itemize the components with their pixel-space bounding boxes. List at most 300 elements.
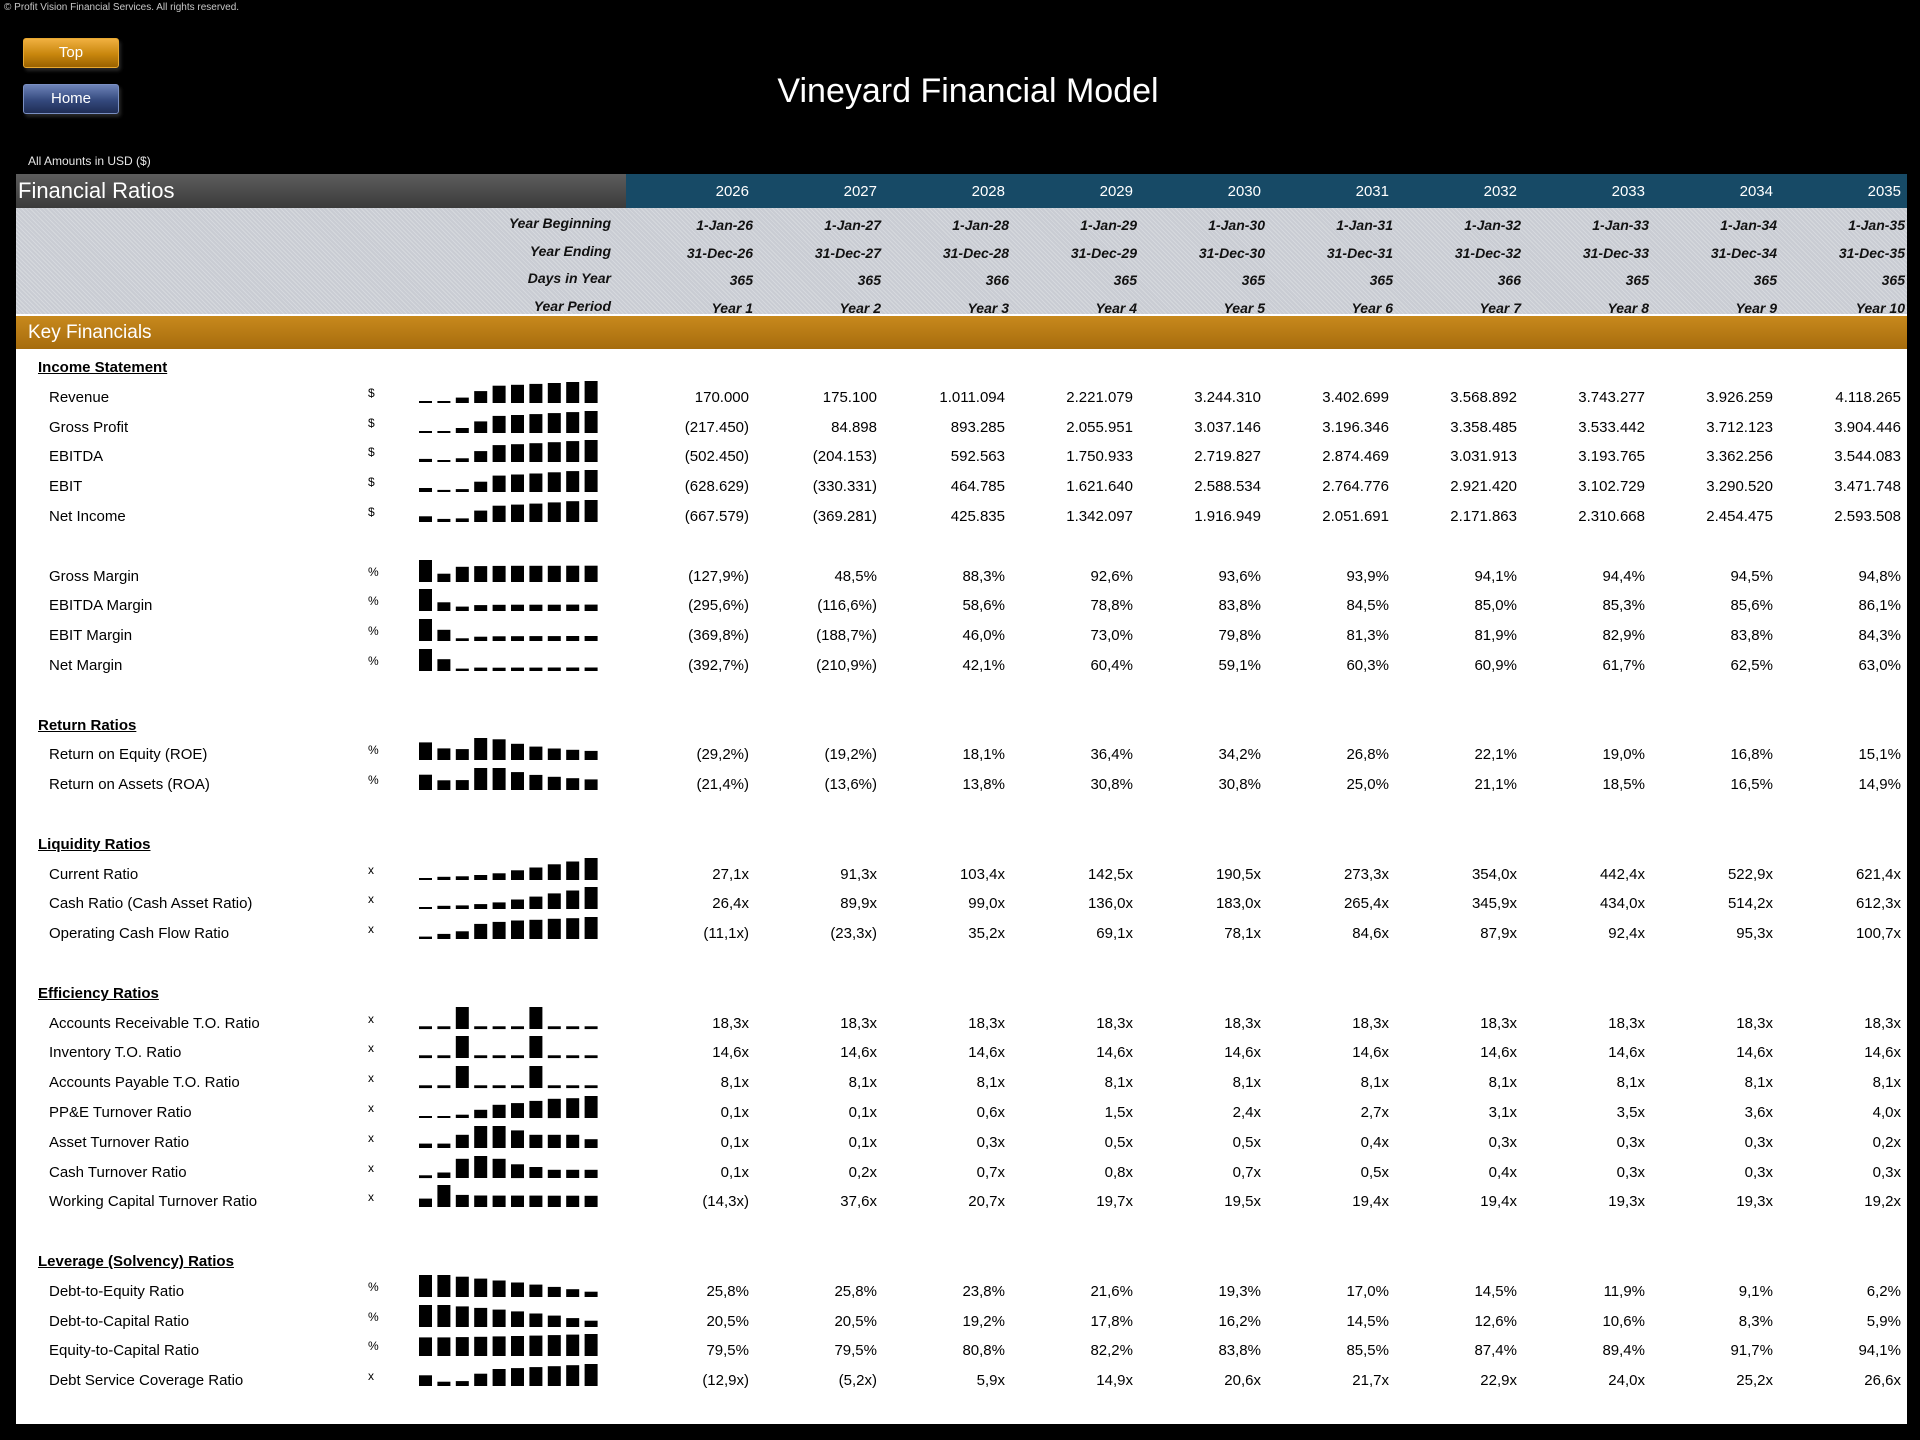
ratio-value: 1,5x: [1104, 1104, 1133, 1121]
sparkline-bar: [529, 1066, 542, 1088]
row-unit: %: [368, 1339, 379, 1354]
ratio-value: 19,4x: [1480, 1193, 1517, 1211]
sparkline-bar: [419, 560, 432, 582]
sparkline-bar: [585, 440, 598, 462]
row-label: Net Margin: [49, 657, 123, 674]
ratio-value: 0,1x: [720, 1133, 749, 1151]
ratio-value: 3,5x: [1616, 1104, 1645, 1121]
ratio-value: 3.402.699: [1322, 388, 1389, 406]
ratio-value: 10,6%: [1602, 1312, 1645, 1330]
sparkline-bar: [493, 385, 506, 402]
days-in-year-cell: 365: [1369, 272, 1393, 288]
sparkline-bar: [548, 1315, 561, 1326]
row-unit: x: [368, 1071, 374, 1086]
sparkline-bar: [474, 1337, 487, 1356]
sparkline-bar: [437, 1116, 450, 1118]
ratio-value: 91,7%: [1730, 1342, 1773, 1360]
sparkline-bar: [456, 489, 469, 492]
year-ending-cell: 31-Dec-28: [942, 244, 1009, 261]
sparkline-bar: [566, 1098, 579, 1118]
ratio-value: 0,3x: [1616, 1163, 1645, 1181]
ratio-value: 1.916.949: [1194, 508, 1261, 525]
sparkline-bar: [456, 397, 469, 402]
row-unit: x: [368, 1369, 374, 1384]
sparkline-bar: [456, 780, 469, 790]
ratio-value: 17,0%: [1346, 1282, 1389, 1300]
ratio-value: 3.362.256: [1706, 448, 1773, 466]
days-in-year-cell: 365: [1625, 272, 1649, 288]
ratio-value: 0,2x: [848, 1163, 877, 1181]
sparkline-bar: [585, 1169, 598, 1177]
sparkline-bar: [566, 1135, 579, 1148]
ratio-value: (5,2x): [838, 1372, 877, 1390]
sparkline-bar: [585, 668, 598, 672]
home-button[interactable]: Home: [23, 84, 119, 114]
ratio-value: 14,6x: [712, 1044, 749, 1062]
year-header-2033: 2033: [1611, 183, 1645, 200]
sparkline-bar: [493, 476, 506, 492]
sparkline-bar: [456, 638, 469, 641]
ratio-value: 81,9%: [1474, 627, 1517, 645]
year-header-2026: 2026: [715, 183, 749, 200]
ratio-value: 18,3x: [1864, 1014, 1901, 1032]
sparkline-bar: [548, 502, 561, 522]
ratio-value: (19,2%): [824, 746, 877, 764]
sparkline-bar: [437, 603, 450, 612]
sparkline-bar: [566, 471, 579, 492]
sparkline-bar: [493, 605, 506, 611]
sparkline-bar: [437, 1275, 450, 1297]
ratio-value: 4.118.265: [1835, 388, 1901, 406]
sparkline-bar: [511, 921, 524, 940]
sparkline-bar: [474, 1196, 487, 1208]
section-title: Income Statement: [38, 359, 168, 376]
sparkline-bar: [419, 1275, 432, 1297]
year-header-2034: 2034: [1739, 183, 1773, 200]
sparkline: [417, 498, 607, 524]
ratio-value: 522,9x: [1727, 865, 1773, 883]
year-header-2032: 2032: [1483, 183, 1517, 200]
sparkline-bar: [511, 1164, 524, 1178]
sparkline-bar: [437, 1085, 450, 1088]
ratio-value: 18,1%: [962, 746, 1005, 764]
ratio-value: 19,3x: [1608, 1193, 1645, 1211]
ratio-value: 621,4x: [1855, 865, 1901, 883]
ratio-value: 19,4x: [1352, 1193, 1389, 1211]
row-label: Equity-to-Capital Ratio: [49, 1342, 200, 1360]
ratio-value: 11,9%: [1603, 1282, 1645, 1300]
sparkline-bar: [474, 1110, 487, 1118]
ratio-value: 19,2%: [962, 1312, 1005, 1330]
sparkline-bar: [511, 385, 524, 403]
sparkline-bar: [511, 870, 524, 880]
ratio-value: 8,1x: [1872, 1074, 1901, 1092]
sparkline-bar: [529, 1284, 542, 1296]
sparkline-bar: [529, 897, 542, 909]
sparkline-bar: [548, 1056, 561, 1059]
sparkline-bar: [529, 1367, 542, 1386]
ratio-value: (116,6%): [817, 597, 877, 615]
sparkline-bar: [437, 573, 450, 581]
sparkline: [417, 1154, 607, 1180]
sparkline-bar: [456, 607, 469, 611]
row-unit: $: [368, 505, 375, 519]
ratio-value: 78,1x: [1224, 925, 1261, 943]
ratio-value: 73,0%: [1090, 627, 1133, 645]
ratio-value: 22,1%: [1474, 746, 1517, 764]
ratio-value: 94,1%: [1474, 567, 1517, 585]
sparkline-bar: [529, 605, 542, 611]
sparkline: [417, 1005, 607, 1031]
ratio-value: 25,8%: [706, 1282, 749, 1300]
ratio-value: 14,5%: [1346, 1312, 1389, 1330]
sparkline-bar: [493, 1196, 506, 1207]
row-label: Operating Cash Flow Ratio: [49, 925, 230, 943]
ratio-value: 2.588.534: [1194, 478, 1261, 496]
ratio-value: 23,8%: [962, 1282, 1005, 1300]
top-button[interactable]: Top: [23, 38, 119, 68]
sparkline-bar: [548, 443, 561, 463]
sparkline-bar: [493, 668, 506, 671]
ratio-value: 92,4x: [1608, 925, 1645, 943]
ratio-value: 8,1x: [1744, 1074, 1773, 1092]
ratio-value: 17,8%: [1090, 1312, 1133, 1330]
sparkline-bar: [585, 565, 598, 581]
sparkline-bar: [419, 589, 432, 611]
sparkline-bar: [566, 412, 579, 433]
ratio-value: 46,0%: [962, 627, 1005, 645]
sparkline-bar: [493, 768, 506, 790]
sparkline-bar: [511, 605, 524, 611]
sparkline-bar: [585, 1139, 598, 1148]
sparkline: [417, 438, 607, 464]
ratio-value: (13,6%): [824, 776, 877, 794]
row-label: Debt-to-Capital Ratio: [49, 1312, 190, 1330]
ratio-value: 175.100: [822, 388, 877, 406]
ratio-value: 60,3%: [1346, 657, 1389, 674]
sparkline-bar: [566, 891, 579, 910]
row-unit: x: [368, 892, 374, 907]
ratio-value: 18,3x: [1736, 1014, 1773, 1032]
ratio-value: 82,2%: [1090, 1342, 1133, 1360]
sparkline-bar: [511, 1085, 524, 1088]
ratio-value: 2.921.420: [1450, 478, 1517, 496]
sparkline-bar: [456, 1066, 469, 1088]
ratio-value: 26,4x: [712, 895, 749, 913]
ratio-value: 19,2x: [1864, 1193, 1901, 1211]
row-label: Inventory T.O. Ratio: [49, 1044, 182, 1062]
ratio-value: 14,5%: [1474, 1282, 1517, 1300]
sparkline-bar: [511, 1336, 524, 1356]
sparkline-bar: [529, 1101, 542, 1118]
year-period-cell: Year 7: [1479, 299, 1521, 316]
sparkline-bar: [437, 659, 450, 671]
sparkline-bar: [474, 924, 487, 939]
ratio-value: 142,5x: [1087, 865, 1133, 883]
sparkline-bar: [456, 459, 469, 463]
ratio-value: 8,1x: [720, 1074, 749, 1092]
row-unit: %: [368, 594, 379, 609]
ratio-value: 20,7x: [968, 1193, 1005, 1211]
sparkline-bar: [474, 1374, 487, 1386]
sparkline-bar: [437, 401, 450, 403]
sparkline-bar: [566, 861, 579, 880]
ratio-value: (330.331): [812, 478, 877, 496]
sparkline-bar: [419, 431, 432, 433]
ratio-value: 14,6x: [1480, 1044, 1517, 1062]
ratio-value: 136,0x: [1087, 895, 1133, 913]
sparkline-bar: [511, 445, 524, 463]
sparkline-bar: [419, 878, 432, 880]
sparkline-bar: [566, 1056, 579, 1059]
ratio-value: 354,0x: [1471, 865, 1517, 883]
ratio-value: 19,3x: [1736, 1193, 1773, 1211]
ratio-value: 18,3x: [1480, 1014, 1517, 1032]
ratio-value: 82,9%: [1602, 627, 1645, 645]
year-beginning-label: Year Beginning: [508, 215, 611, 231]
sparkline-bar: [529, 1007, 542, 1029]
sparkline-bar: [548, 864, 561, 880]
sparkline: [417, 766, 607, 792]
year-header-2027: 2027: [843, 183, 877, 200]
ratio-value: 18,3x: [1352, 1014, 1389, 1032]
page-title: Vineyard Financial Model: [777, 72, 1159, 110]
ratio-value: 85,5%: [1346, 1342, 1389, 1360]
sparkline-bar: [529, 775, 542, 790]
ratio-value: 3.544.083: [1834, 448, 1901, 466]
ratio-value: 8,1x: [1360, 1074, 1389, 1092]
ratio-value: 18,3x: [1608, 1014, 1645, 1032]
year-beginning-cell: 1-Jan-35: [1848, 217, 1905, 233]
ratio-value: 0,1x: [720, 1104, 749, 1121]
sparkline-bar: [456, 1135, 469, 1148]
year-header-2029: 2029: [1099, 183, 1133, 200]
year-beginning-cell: 1-Jan-31: [1336, 217, 1393, 233]
sparkline-bar: [419, 649, 432, 671]
sparkline-bar: [474, 1278, 487, 1296]
year-ending-label: Year Ending: [529, 242, 611, 259]
sparkline-bar: [493, 1105, 506, 1118]
year-header-2030: 2030: [1227, 183, 1261, 200]
sparkline-bar: [437, 749, 450, 761]
days-in-year-cell: 365: [1113, 272, 1137, 288]
year-period-cell: Year 10: [1855, 299, 1905, 316]
ratio-value: (127,9%): [688, 567, 749, 585]
row-unit: %: [368, 564, 379, 579]
sparkline-bar: [566, 1026, 579, 1029]
ratio-value: 1.621.640: [1066, 478, 1133, 496]
ratio-value: 14,6x: [840, 1044, 877, 1062]
sparkline-bar: [548, 1366, 561, 1386]
sparkline-bar: [493, 1337, 506, 1357]
ratio-value: 14,6x: [968, 1044, 1005, 1062]
ratio-value: 8,1x: [976, 1074, 1005, 1092]
sparkline-bar: [548, 1099, 561, 1118]
sparkline: [417, 915, 607, 941]
ratio-value: 2.874.469: [1322, 448, 1389, 466]
sparkline-bar: [566, 778, 579, 790]
row-unit: %: [368, 1309, 379, 1324]
year-period-cell: Year 9: [1735, 299, 1777, 316]
days-in-year-cell: 366: [1497, 272, 1521, 288]
sparkline-bar: [456, 1276, 469, 1296]
sparkline-bar: [585, 917, 598, 939]
ratio-value: 20,5%: [834, 1312, 877, 1330]
ratio-value: 80,8%: [962, 1342, 1005, 1360]
ratio-value: 2.310.668: [1578, 508, 1645, 525]
row-label: Accounts Payable T.O. Ratio: [49, 1074, 240, 1092]
sparkline: [417, 1034, 607, 1060]
sparkline-bar: [585, 605, 598, 611]
sparkline-bar: [529, 1196, 542, 1207]
ratio-value: 16,8%: [1730, 746, 1773, 764]
year-beginning-cell: 1-Jan-30: [1208, 217, 1265, 233]
sparkline-bar: [566, 1365, 579, 1386]
sparkline-bar: [585, 1096, 598, 1118]
sparkline: [417, 1362, 607, 1388]
ratio-value: 0,3x: [1744, 1133, 1773, 1151]
sparkline-bar: [493, 415, 506, 432]
ratio-value: 87,4%: [1474, 1342, 1517, 1360]
ratio-value: 2.454.475: [1706, 508, 1773, 525]
ratio-value: 14,9%: [1858, 776, 1901, 794]
sparkline-bar: [456, 669, 469, 671]
row-label: Return on Equity (ROE): [49, 746, 208, 764]
sparkline-bar: [566, 501, 579, 522]
year-period-cell: Year 3: [967, 299, 1009, 316]
sparkline-bar: [511, 1103, 524, 1118]
year-beginning-cell: 1-Jan-26: [696, 217, 753, 233]
sparkline-bar: [493, 740, 506, 761]
sparkline-bar: [548, 894, 561, 910]
sparkline-bar: [474, 1126, 487, 1148]
ratio-value: 21,7x: [1352, 1372, 1389, 1390]
row-label: Accounts Receivable T.O. Ratio: [49, 1014, 260, 1032]
sparkline-bar: [419, 459, 432, 462]
ratio-value: 14,9x: [1096, 1372, 1133, 1390]
sparkline-bar: [585, 1291, 598, 1296]
ratio-value: 3.471.748: [1834, 478, 1901, 496]
sparkline-bar: [493, 506, 506, 522]
sparkline-bar: [548, 565, 561, 581]
sparkline-bar: [585, 470, 598, 492]
sparkline: [417, 736, 607, 762]
sparkline-bar: [548, 1196, 561, 1207]
sparkline-bar: [548, 605, 561, 611]
ratio-value: 14,6x: [1224, 1044, 1261, 1062]
sparkline-bar: [548, 413, 561, 433]
ratio-value: (628.629): [684, 478, 749, 496]
sparkline-bar: [437, 1026, 450, 1029]
sparkline: [417, 1124, 607, 1150]
ratio-value: 88,3%: [962, 567, 1005, 585]
year-beginning-cell: 1-Jan-29: [1080, 217, 1137, 233]
year-ending-cell: 31-Dec-29: [1070, 244, 1137, 261]
ratio-value: 59,1%: [1218, 657, 1261, 674]
sparkline-bar: [566, 668, 579, 672]
ratio-value: 9,1%: [1738, 1282, 1773, 1300]
sparkline-bar: [548, 1135, 561, 1148]
sparkline-bar: [419, 1175, 432, 1178]
sparkline-bar: [511, 636, 524, 641]
sparkline-bar: [511, 668, 524, 671]
ratio-value: 5,9%: [1866, 1312, 1901, 1330]
year-ending-cell: 31-Dec-27: [814, 244, 881, 261]
currency-note: All Amounts in USD ($): [28, 154, 151, 168]
ratio-value: 2,4x: [1232, 1104, 1261, 1121]
year-ending-cell: 31-Dec-35: [1838, 244, 1905, 261]
sparkline-bar: [585, 1320, 598, 1326]
sparkline-bar: [511, 1368, 524, 1386]
sparkline-bar: [529, 1313, 542, 1327]
sparkline-bar: [437, 490, 450, 492]
copyright-notice: © Profit Vision Financial Services. All rights reserved.: [4, 2, 240, 13]
ratio-value: 612,3x: [1855, 895, 1901, 913]
sparkline-bar: [437, 780, 450, 790]
ratio-value: 60,4%: [1090, 657, 1133, 674]
sparkline-bar: [566, 1169, 579, 1177]
ratio-value: (12,9x): [702, 1372, 749, 1390]
ratio-value: 69,1x: [1096, 925, 1133, 943]
ratio-value: (21,4%): [696, 776, 749, 794]
ratio-value: 18,3x: [1224, 1014, 1261, 1032]
ratio-value: 0,1x: [848, 1104, 877, 1121]
sparkline-bar: [493, 1280, 506, 1297]
ratio-value: 3.290.520: [1706, 478, 1773, 496]
sparkline-bar: [474, 738, 487, 760]
ratio-value: 79,5%: [706, 1342, 749, 1360]
ratio-value: 8,1x: [1232, 1074, 1261, 1092]
sparkline-bar: [456, 428, 469, 433]
sparkline-bar: [456, 518, 469, 522]
sparkline-bar: [456, 1306, 469, 1327]
ratio-value: 183,0x: [1215, 895, 1261, 913]
ratio-value: 94,1%: [1858, 1342, 1901, 1360]
sparkline-bar: [474, 875, 487, 880]
sparkline-bar: [437, 431, 450, 433]
ratio-value: (369.281): [812, 508, 877, 525]
ratio-value: 3.031.913: [1450, 448, 1517, 466]
ratio-value: 84.898: [831, 418, 877, 436]
sparkline-bar: [456, 1115, 469, 1118]
sparkline-bar: [419, 1026, 432, 1029]
ratio-value: 86,1%: [1858, 597, 1901, 615]
sparkline-bar: [474, 391, 487, 403]
ratio-value: 3.533.442: [1578, 418, 1645, 436]
sparkline-bar: [529, 474, 542, 493]
row-label: Gross Profit: [49, 418, 129, 436]
ratio-value: 79,8%: [1218, 627, 1261, 645]
row-label: Debt-to-Equity Ratio: [49, 1282, 185, 1300]
sparkline: [417, 617, 607, 643]
sparkline: [417, 856, 607, 882]
ratio-value: 265,4x: [1343, 895, 1389, 913]
row-label: EBITDA Margin: [49, 597, 153, 615]
sparkline-bar: [456, 931, 469, 939]
sparkline-bar: [419, 619, 432, 641]
sparkline-bar: [419, 401, 432, 403]
sparkline-bar: [474, 904, 487, 909]
sparkline-bar: [511, 772, 524, 790]
sparkline-bar: [437, 934, 450, 939]
sparkline-bar: [493, 1085, 506, 1088]
ratio-value: 273,3x: [1343, 865, 1389, 883]
ratio-value: 514,2x: [1727, 895, 1773, 913]
ratio-value: 0,3x: [1488, 1133, 1517, 1151]
sparkline-bar: [474, 768, 487, 790]
ratio-value: 442,4x: [1599, 865, 1645, 883]
sparkline-bar: [419, 516, 432, 522]
